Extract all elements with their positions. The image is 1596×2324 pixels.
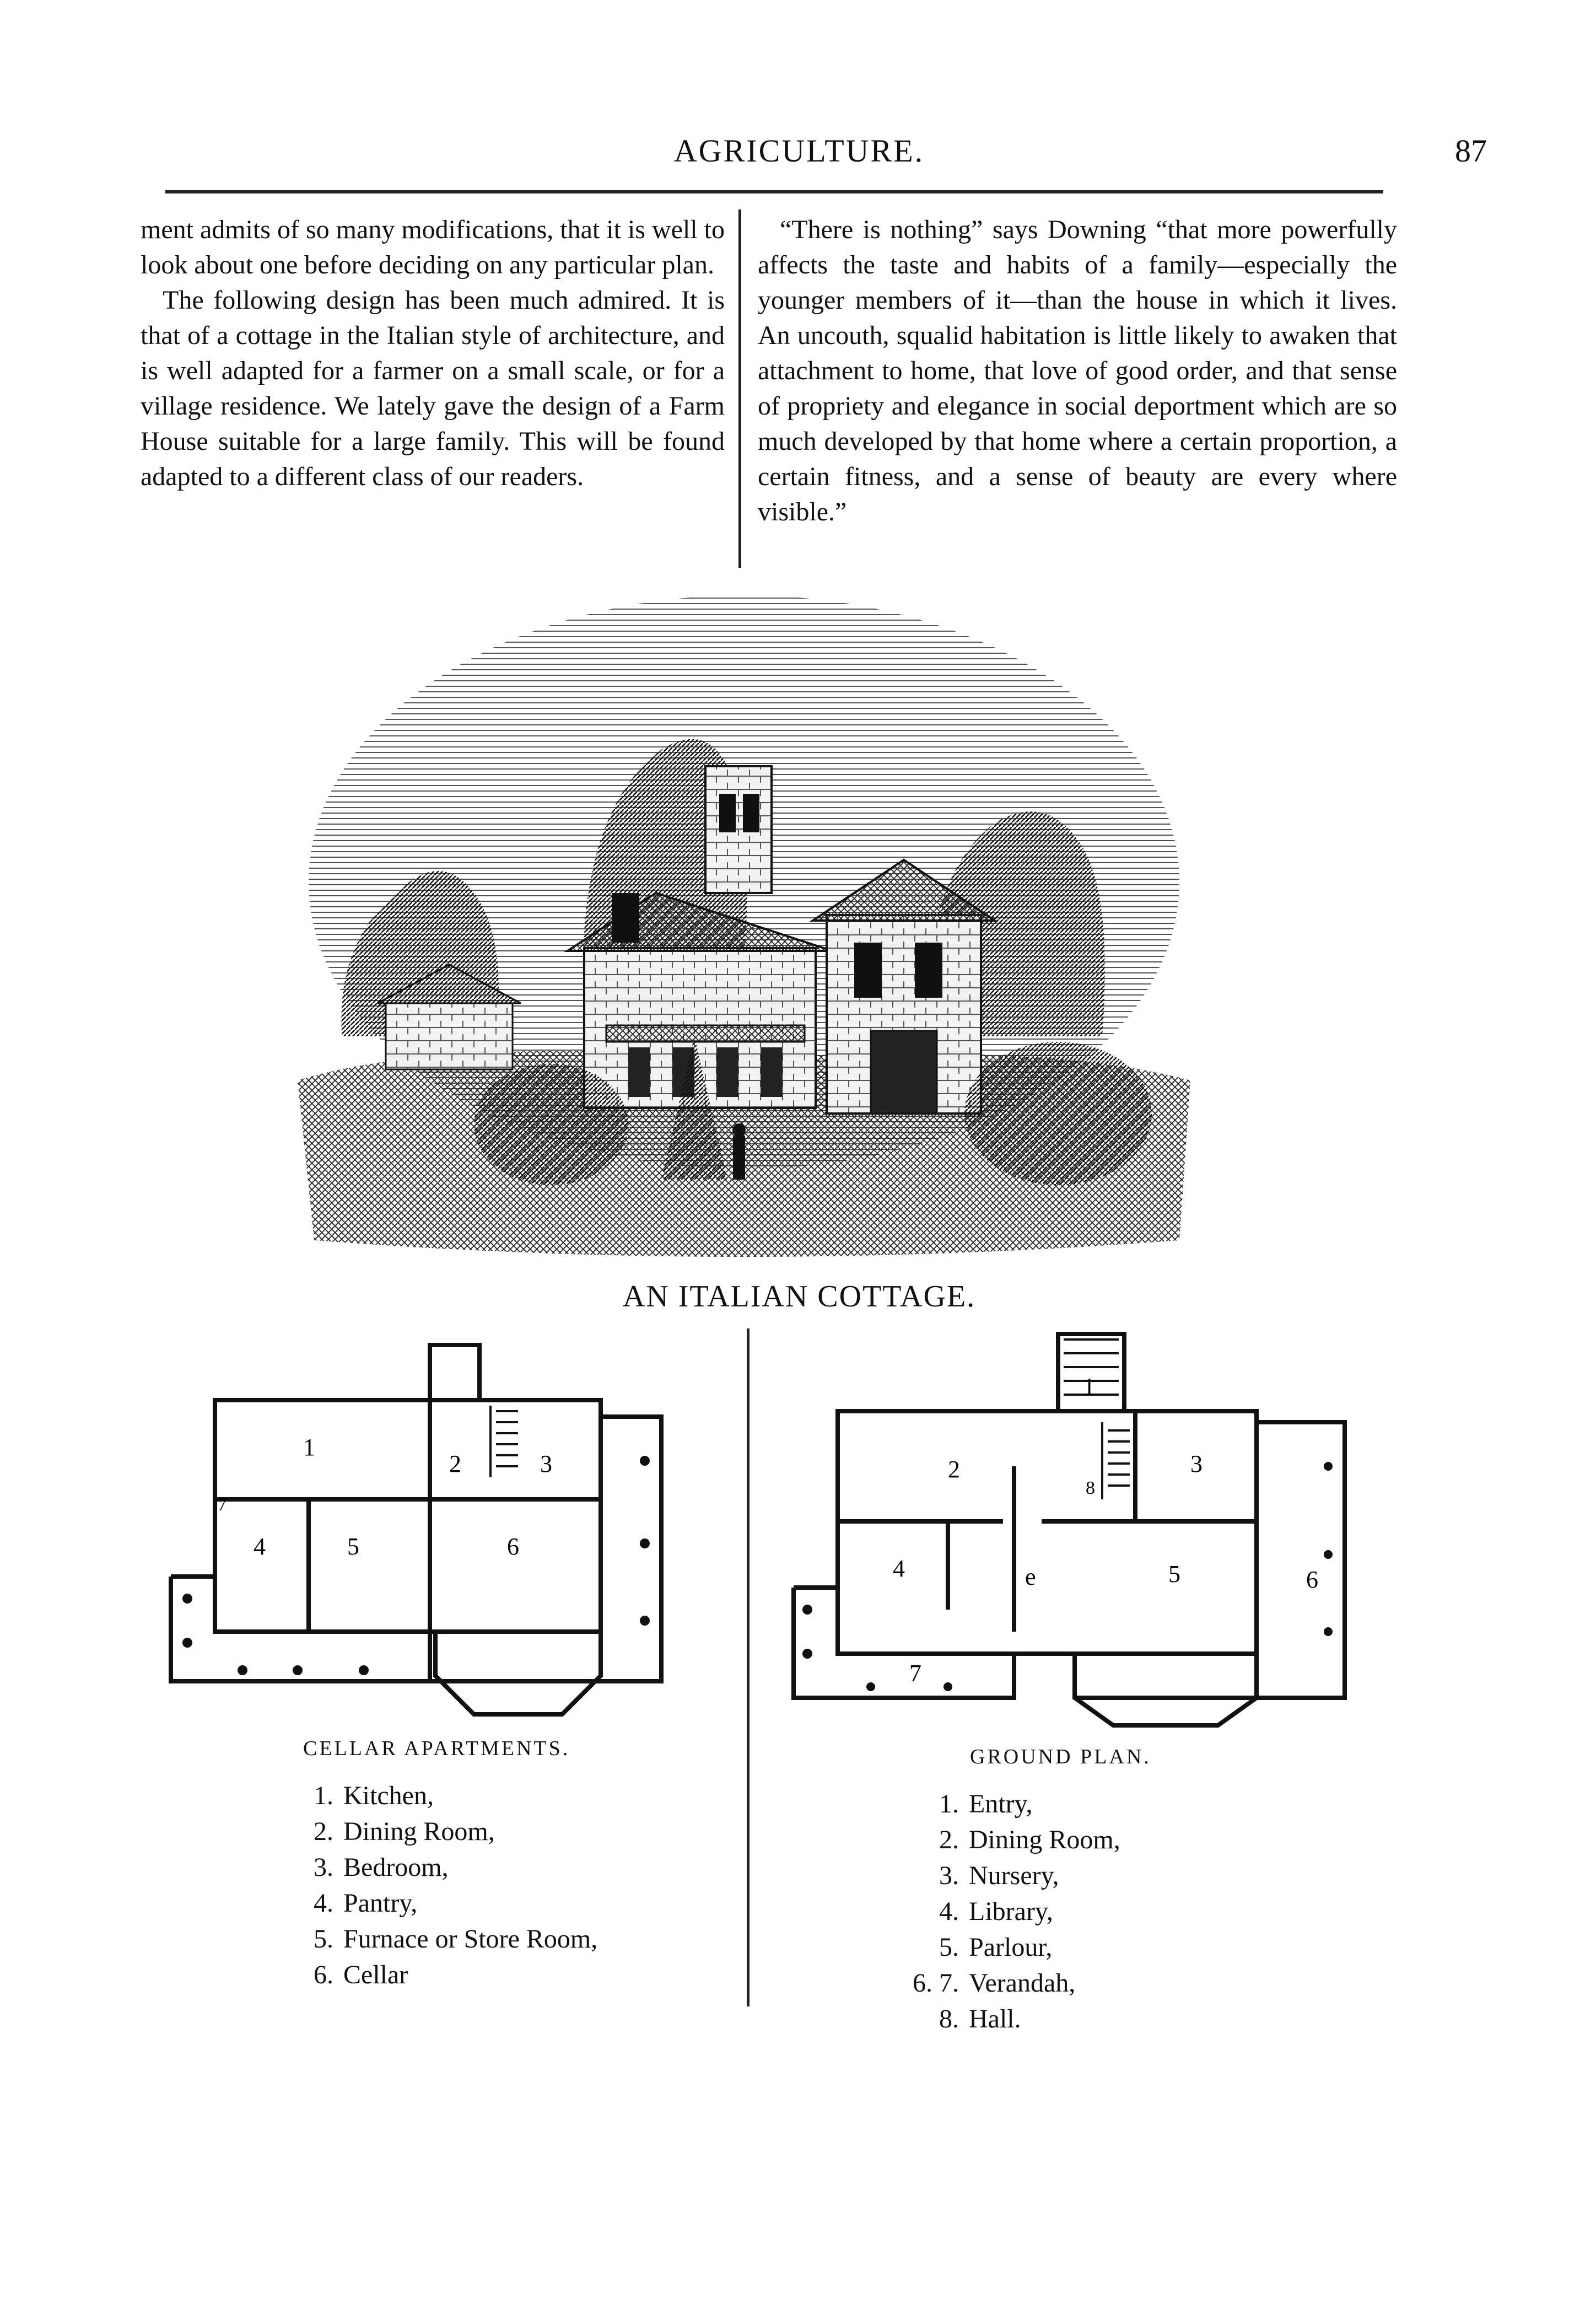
column-divider [738, 209, 741, 568]
list-item: 5. Parlour, [939, 1933, 1053, 1962]
ground-legend-title: GROUND PLAN. [970, 1745, 1151, 1768]
cellar-label-6: 6 [507, 1533, 519, 1560]
ground-label-6: 6 [1306, 1566, 1318, 1593]
shed [386, 1003, 513, 1069]
belvedere [705, 766, 772, 893]
illustration-caption: AN ITALIAN COTTAGE. [622, 1279, 976, 1314]
page-number: 87 [1455, 133, 1487, 169]
cellar-label-3: 3 [540, 1450, 552, 1477]
list-item: 5. Furnace or Store Room, [314, 1924, 598, 1954]
ground-label-2: 2 [948, 1456, 960, 1483]
ground-label-4: 4 [893, 1555, 905, 1582]
running-header: AGRICULTURE. [673, 133, 925, 169]
plans-divider [747, 1328, 750, 2006]
cellar-floor-plan [165, 1334, 716, 1720]
ground-label-5: 5 [1168, 1561, 1180, 1588]
cellar-label-4: 4 [254, 1533, 266, 1560]
list-item: 1. Kitchen, [314, 1781, 434, 1810]
cellar-label-2: 2 [449, 1450, 461, 1477]
list-item: 6. Cellar [314, 1960, 408, 1989]
list-item: 3. Nursery, [939, 1861, 1059, 1890]
figure [733, 1136, 745, 1180]
ground-label-3: 3 [1190, 1450, 1203, 1477]
shrub-left [474, 1064, 628, 1185]
ground-label-e: e [1025, 1563, 1036, 1590]
cellar-label-7: 7 [218, 1494, 227, 1514]
ground-label-7: 7 [909, 1660, 921, 1687]
left-paragraph-2: The following design has been much admired. It is that of a cottage in the Italian style of architecture, and is well adapted for a farmer on a small scale, or for a village residence. We lately gave the design of a Farm House suitable for a large family. This will be found adapted to a different class of our readers. [141, 286, 725, 491]
cellar-label-5: 5 [347, 1533, 359, 1560]
list-item: 1. Entry, [939, 1789, 1033, 1819]
ground-floor-plan [783, 1323, 1400, 1731]
left-paragraph-1: ment admits of so many modifications, that it is well to look about one before deciding on any particular plan. [141, 215, 725, 279]
list-item: 4. Library, [939, 1897, 1053, 1926]
right-paragraph-1: “There is nothing” says Downing “that more powerfully affects the taste and habits of a family—especially the younger members of it—than the house in which it lives. An uncouth, squalid habitation is little likely to awaken that attachment to home, that love of good order, and that sense of propriety and elegance in social deportment which are so much developed by that home where a certain proportion, a certain fitness, and a sense of beauty are every where visible.” [758, 215, 1397, 526]
right-column [758, 212, 1397, 530]
cellar-legend-title: CELLAR APARTMENTS. [303, 1737, 570, 1760]
header-rule [165, 190, 1383, 193]
ground-legend [882, 1786, 1120, 2037]
shrub-right [964, 1042, 1152, 1185]
cellar-label-1: 1 [303, 1434, 315, 1461]
cottage-engraving [276, 584, 1212, 1279]
list-item: 2. Dining Room, [939, 1825, 1120, 1854]
cellar-legend [295, 1778, 597, 1993]
ground-label-8: 8 [1086, 1478, 1095, 1498]
list-item: 8. Hall. [939, 2004, 1021, 2034]
list-item: 6. 7. Verandah, [913, 1968, 1076, 1998]
ground-label-1: 1 [1083, 1373, 1095, 1400]
verandah [606, 1025, 805, 1042]
list-item: 4. Pantry, [314, 1889, 418, 1918]
list-item: 3. Bedroom, [314, 1853, 449, 1882]
list-item: 2. Dining Room, [314, 1817, 495, 1846]
left-column [141, 212, 725, 494]
